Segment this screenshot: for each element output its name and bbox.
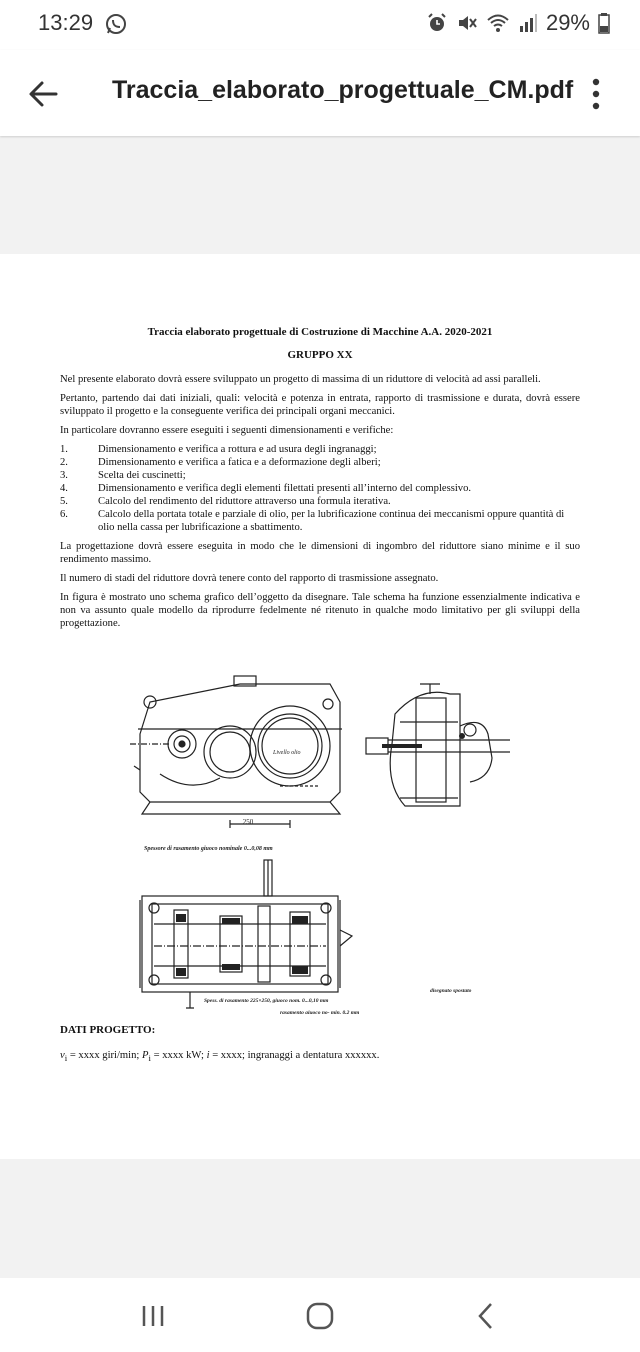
document-title: Traccia_elaborato_progettuale_CM.pdf — [112, 76, 574, 104]
app-bar — [0, 50, 640, 136]
oil-level-label: Livello olio — [273, 750, 301, 756]
battery-icon — [598, 12, 610, 34]
shim-label: Spessore di rasamento giuoco nominale 0...0,08 mm — [144, 846, 273, 852]
doc-heading: Traccia elaborato progettuale di Costruzione di Macchine A.A. 2020-2021 — [147, 326, 493, 338]
project-data-line: $v_i$ = xxxx giri/min; $P_i$ = xxxx kW; i = xxxx; ingranaggi a dentatura xxxxxx. — [60, 1050, 380, 1064]
paragraph: Pertanto, partendo dai dati iniziali, quali: velocità e potenza in entrata, rapporto di trasmissione e durata, dovrà essere sviluppato il progetto e la conseguente verifica dei principali organi meccanici. — [60, 393, 580, 417]
paragraph: Il numero di stadi del riduttore dovrà tenere conto del rapporto di trasmissione assegnato. — [60, 573, 439, 584]
task-list — [60, 443, 580, 534]
back-icon[interactable] — [465, 1296, 509, 1336]
list-item: 1. Dimensionamento e verifica a rottura e ad usura degli ingranaggi; — [60, 444, 377, 455]
clearance-label: rasamento giuoco no- min. 0,2 mm — [280, 1010, 360, 1014]
home-icon[interactable] — [298, 1296, 342, 1336]
shifted-label: disegnato spostato — [430, 988, 472, 994]
more-vert-icon[interactable] — [582, 74, 610, 114]
arrow-left-icon[interactable] — [22, 72, 66, 116]
shim-label-bottom: Spess. di rasamento 225×250, giuoco nom. 0...0,10 mm — [204, 998, 329, 1004]
battery-percent: 29% — [545, 10, 590, 35]
status-bar — [0, 0, 640, 50]
system-nav-bar — [0, 1278, 640, 1352]
list-item: 3. Scelta dei cuscinetti; — [60, 470, 186, 481]
paragraph: Nel presente elaborato dovrà essere sviluppato un progetto di massima di un riduttore di velocità ad assi paralleli. — [60, 374, 541, 385]
dimension-label: 250 — [242, 818, 254, 826]
pdf-page[interactable] — [0, 254, 640, 1159]
document-text — [60, 326, 580, 636]
list-item: 5. Calcolo del rendimento del riduttore attraverso una formula iterativa. — [60, 496, 391, 507]
paragraph: La progettazione dovrà essere eseguita in modo che le dimensioni di ingombro del riduttore siano minime e il suo rendimento massimo. — [60, 541, 580, 565]
list-item: 4. Dimensionamento e verifica degli elementi filettati presenti all’interno del complessivo. — [60, 483, 472, 494]
list-item: 2. Dimensionamento e verifica a fatica e a deformazione degli alberi; — [60, 457, 381, 468]
wifi-icon — [486, 12, 510, 34]
dati-progetto-heading: DATI PROGETTO: — [60, 1024, 156, 1036]
doc-group: GRUPPO XX — [287, 349, 353, 361]
alarm-icon — [426, 12, 448, 34]
recents-icon[interactable] — [131, 1296, 175, 1336]
signal-icon — [518, 12, 538, 34]
status-time: 13:29 — [38, 10, 94, 35]
gearbox-drawing — [130, 674, 530, 1014]
whatsapp-icon — [104, 12, 128, 36]
list-item: 6. Calcolo della portata totale e parziale di olio, per la lubrificazione continua dei meccanismi oppure quantità di olio nella cassa per lubrificazione a sbattimento. — [60, 509, 565, 533]
paragraph: In particolare dovranno essere eseguiti i seguenti dimensionamenti e verifiche: — [60, 425, 394, 436]
paragraph: In figura è mostrato uno schema grafico dell’oggetto da disegnare. Tale schema ha funzione essenzialmente indicativa e non va assunto quale modello da riprodurre fedelmente né ritenuto in qualche modo limitativo per gli sviluppi della progettazione. — [60, 592, 580, 629]
mute-icon — [456, 12, 478, 34]
